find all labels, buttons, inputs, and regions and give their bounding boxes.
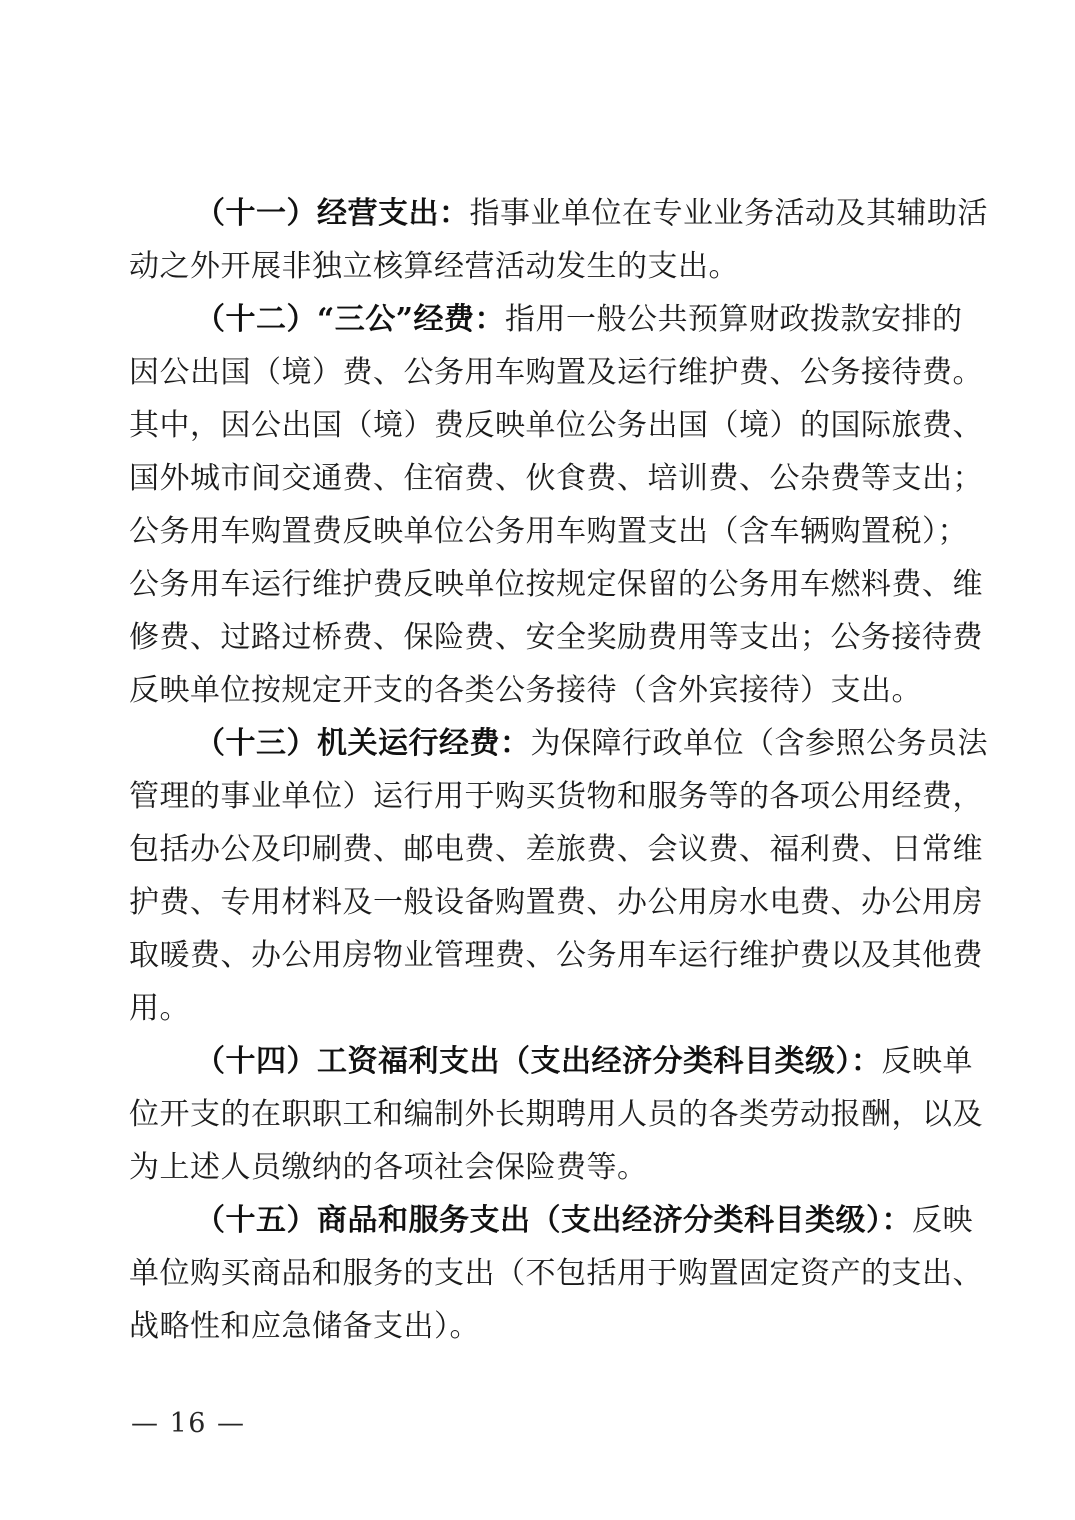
text-line [129,611,983,664]
line-text: 国外城市间交通费、住宿费、伙食费、培训费、公杂费等支出； [129,461,983,496]
line-text: 管理的事业单位）运行用于购买货物和服务等的各项公用经费， [129,779,983,814]
term-label: （十五）商品和服务支出（支出经济分类科目类级）： [195,1203,912,1238]
text-line [129,293,963,346]
line-text: 位开支的在职职工和编制外长期聘用人员的各类劳动报酬，以及 [129,1097,983,1132]
line-text: 包括办公及印刷费、邮电费、差旅费、会议费、福利费、日常维 [129,832,983,867]
text-line [129,929,983,982]
line-text: 指用一般公共预算财政拨款安排的 [505,302,963,337]
text-line [129,1035,973,1088]
line-text: 指事业单位在专业业务活动及其辅助活 [469,196,988,231]
line-text: 为保障行政单位（含参照公务员法 [530,726,988,761]
text-line [129,770,983,823]
term-label: （十三）机关运行经费： [195,726,531,761]
text-line [129,1141,946,1194]
line-text: 公务用车运行维护费反映单位按规定保留的公务用车燃料费、维 [129,567,983,602]
line-text: 反映单 [881,1044,973,1079]
document-text-column [129,187,988,1353]
term-label: （十一）经营支出： [195,196,470,231]
text-line [129,1300,946,1353]
term-label: （十二）“三公”经费： [195,302,506,337]
line-text: 用。 [129,991,190,1026]
line-text: 其中，因公出国（境）费反映单位公务出国（境）的国际旅费、 [129,408,983,443]
line-text: 因公出国（境）费、公务用车购置及运行维护费、公务接待费。 [129,355,983,390]
line-text: 护费、专用材料及一般设备购置费、办公用房水电费、办公用房 [129,885,983,920]
text-line [129,187,988,240]
line-text: 取暖费、办公用房物业管理费、公务用车运行维护费以及其他费 [129,938,983,973]
text-line [129,240,946,293]
text-line [129,399,983,452]
text-line [129,717,988,770]
text-line [129,346,983,399]
text-line [129,558,983,611]
text-line [129,452,983,505]
term-label: （十四）工资福利支出（支出经济分类科目类级）： [195,1044,882,1079]
line-text: 修费、过路过桥费、保险费、安全奖励费用等支出；公务接待费 [129,620,983,655]
text-line [129,1088,983,1141]
line-text: 为上述人员缴纳的各项社会保险费等。 [129,1150,648,1185]
text-line [129,1247,983,1300]
line-text: 反映 [912,1203,973,1238]
line-text: 单位购买商品和服务的支出（不包括用于购置固定资产的支出、 [129,1256,983,1291]
line-text: 战略性和应急储备支出）。 [129,1309,480,1344]
text-line [129,664,946,717]
text-line [129,823,983,876]
line-text: 反映单位按规定开支的各类公务接待（含外宾接待）支出。 [129,673,922,708]
text-line [129,982,946,1035]
page-number: — 16 — [131,1408,246,1439]
text-line [129,876,983,929]
line-text: 公务用车购置费反映单位公务用车购置支出（含车辆购置税）； [129,514,968,549]
text-line [129,1194,973,1247]
text-line [129,505,968,558]
line-text: 动之外开展非独立核算经营活动发生的支出。 [129,249,739,284]
